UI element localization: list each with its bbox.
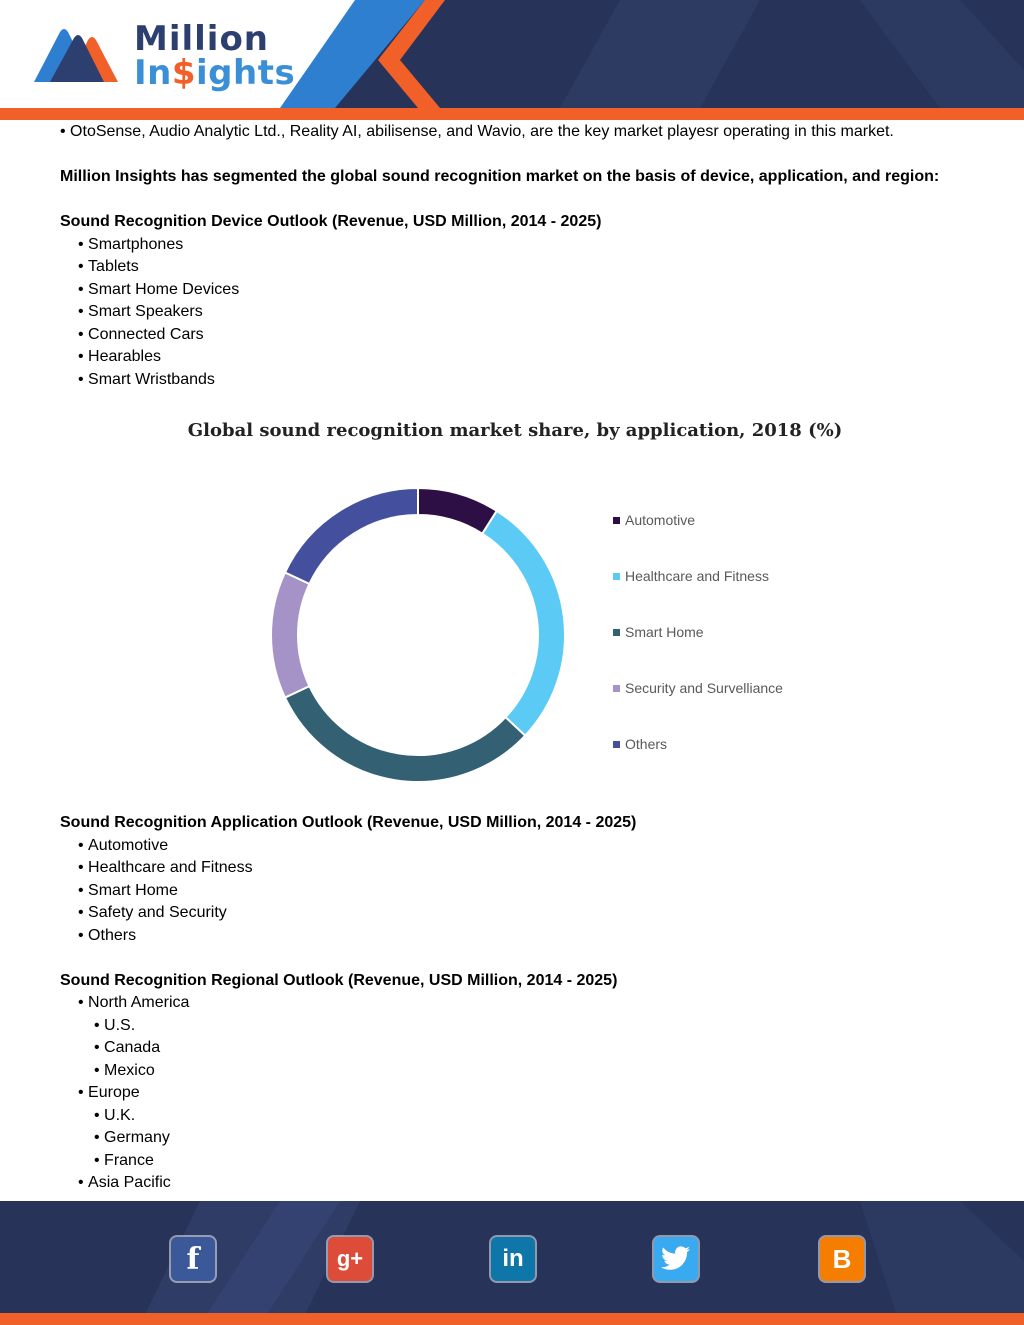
list-item: • Others [78,925,980,948]
list-item: • France [94,1150,980,1173]
chart-title: Global sound recognition market share, by application, 2018 (%) [187,420,843,441]
list-item: • Healthcare and Fitness [78,857,980,880]
google-plus-icon[interactable]: g+ [328,1237,372,1281]
chart-legend [613,512,783,792]
donut-slice-smart-home [285,686,525,782]
donut-slice-healthcare-and-fitness [482,511,565,736]
list-item: • Connected Cars [78,324,980,347]
intro-paragraph: • OtoSense, Audio Analytic Ltd., Reality AI, abilisense, and Wavio, are the key market playesr operating in this market. [60,123,894,140]
legend-swatch [613,629,620,636]
list-item: • Smart Wristbands [78,369,980,392]
legend-swatch [613,685,620,692]
blogger-icon[interactable]: B [820,1237,864,1281]
million-insights-logo [30,19,296,94]
document-body-top [60,121,980,391]
list-item: • Europe • U.K. • Germany • France [78,1082,980,1172]
north-america-list [78,1015,980,1083]
application-list [60,835,980,948]
list-item: • Hearables [78,346,980,369]
segment-statement: Million Insights has segmented the global sound recognition market on the basis of device, application, and region: [60,168,940,185]
donut-slice-security-and-survelliance [271,572,309,697]
list-item: • Smart Speakers [78,301,980,324]
list-item: • Canada [94,1037,980,1060]
market-share-chart [60,408,980,808]
facebook-icon[interactable]: f [171,1237,215,1281]
europe-list [78,1105,980,1173]
region-list [60,992,980,1195]
list-item: • Safety and Security [78,902,980,925]
legend-label: Others [625,736,668,752]
legend-item [613,680,783,736]
list-item: • Tablets [78,256,980,279]
legend-swatch [613,741,620,748]
regional-outlook-title: Sound Recognition Regional Outlook (Revenue, USD Million, 2014 - 2025) [60,971,618,989]
legend-item [613,624,783,680]
list-item: • U.S. [94,1015,980,1038]
legend-item [613,512,783,568]
list-item: • North America • U.S. • Canada • Mexico [78,992,980,1082]
page-footer [0,1201,1024,1325]
legend-item [613,568,783,624]
linkedin-icon[interactable]: in [491,1237,535,1281]
list-item: • Smart Home [78,880,980,903]
legend-item [613,736,783,792]
list-item: • Mexico [94,1060,980,1083]
legend-swatch [613,517,620,524]
twitter-bird-glyph [661,1246,691,1272]
list-item: • Smart Home Devices [78,279,980,302]
logo-mark-icon [30,24,126,88]
list-item: • Asia Pacific [78,1172,980,1195]
logo-text-line1: Million [134,19,270,59]
device-list [60,234,980,392]
donut-chart [60,408,980,808]
list-item: • Germany [94,1127,980,1150]
list-item: • U.K. [94,1105,980,1128]
legend-label: Healthcare and Fitness [625,568,769,584]
list-item: • Automotive [78,835,980,858]
legend-label: Security and Survelliance [625,680,783,696]
logo-text-line2: In$ights [134,53,296,93]
legend-swatch [613,573,620,580]
application-outlook-title: Sound Recognition Application Outlook (Revenue, USD Million, 2014 - 2025) [60,814,637,831]
donut-slice-automotive [418,488,497,534]
page-header [0,0,1024,120]
device-outlook-title: Sound Recognition Device Outlook (Revenue, USD Million, 2014 - 2025) [60,213,602,230]
twitter-icon[interactable] [654,1237,698,1281]
list-item: • Smartphones [78,234,980,257]
document-body-bottom [60,812,980,1195]
donut-slice-others [285,488,418,584]
legend-label: Smart Home [625,624,704,640]
legend-label: Automotive [625,512,696,528]
